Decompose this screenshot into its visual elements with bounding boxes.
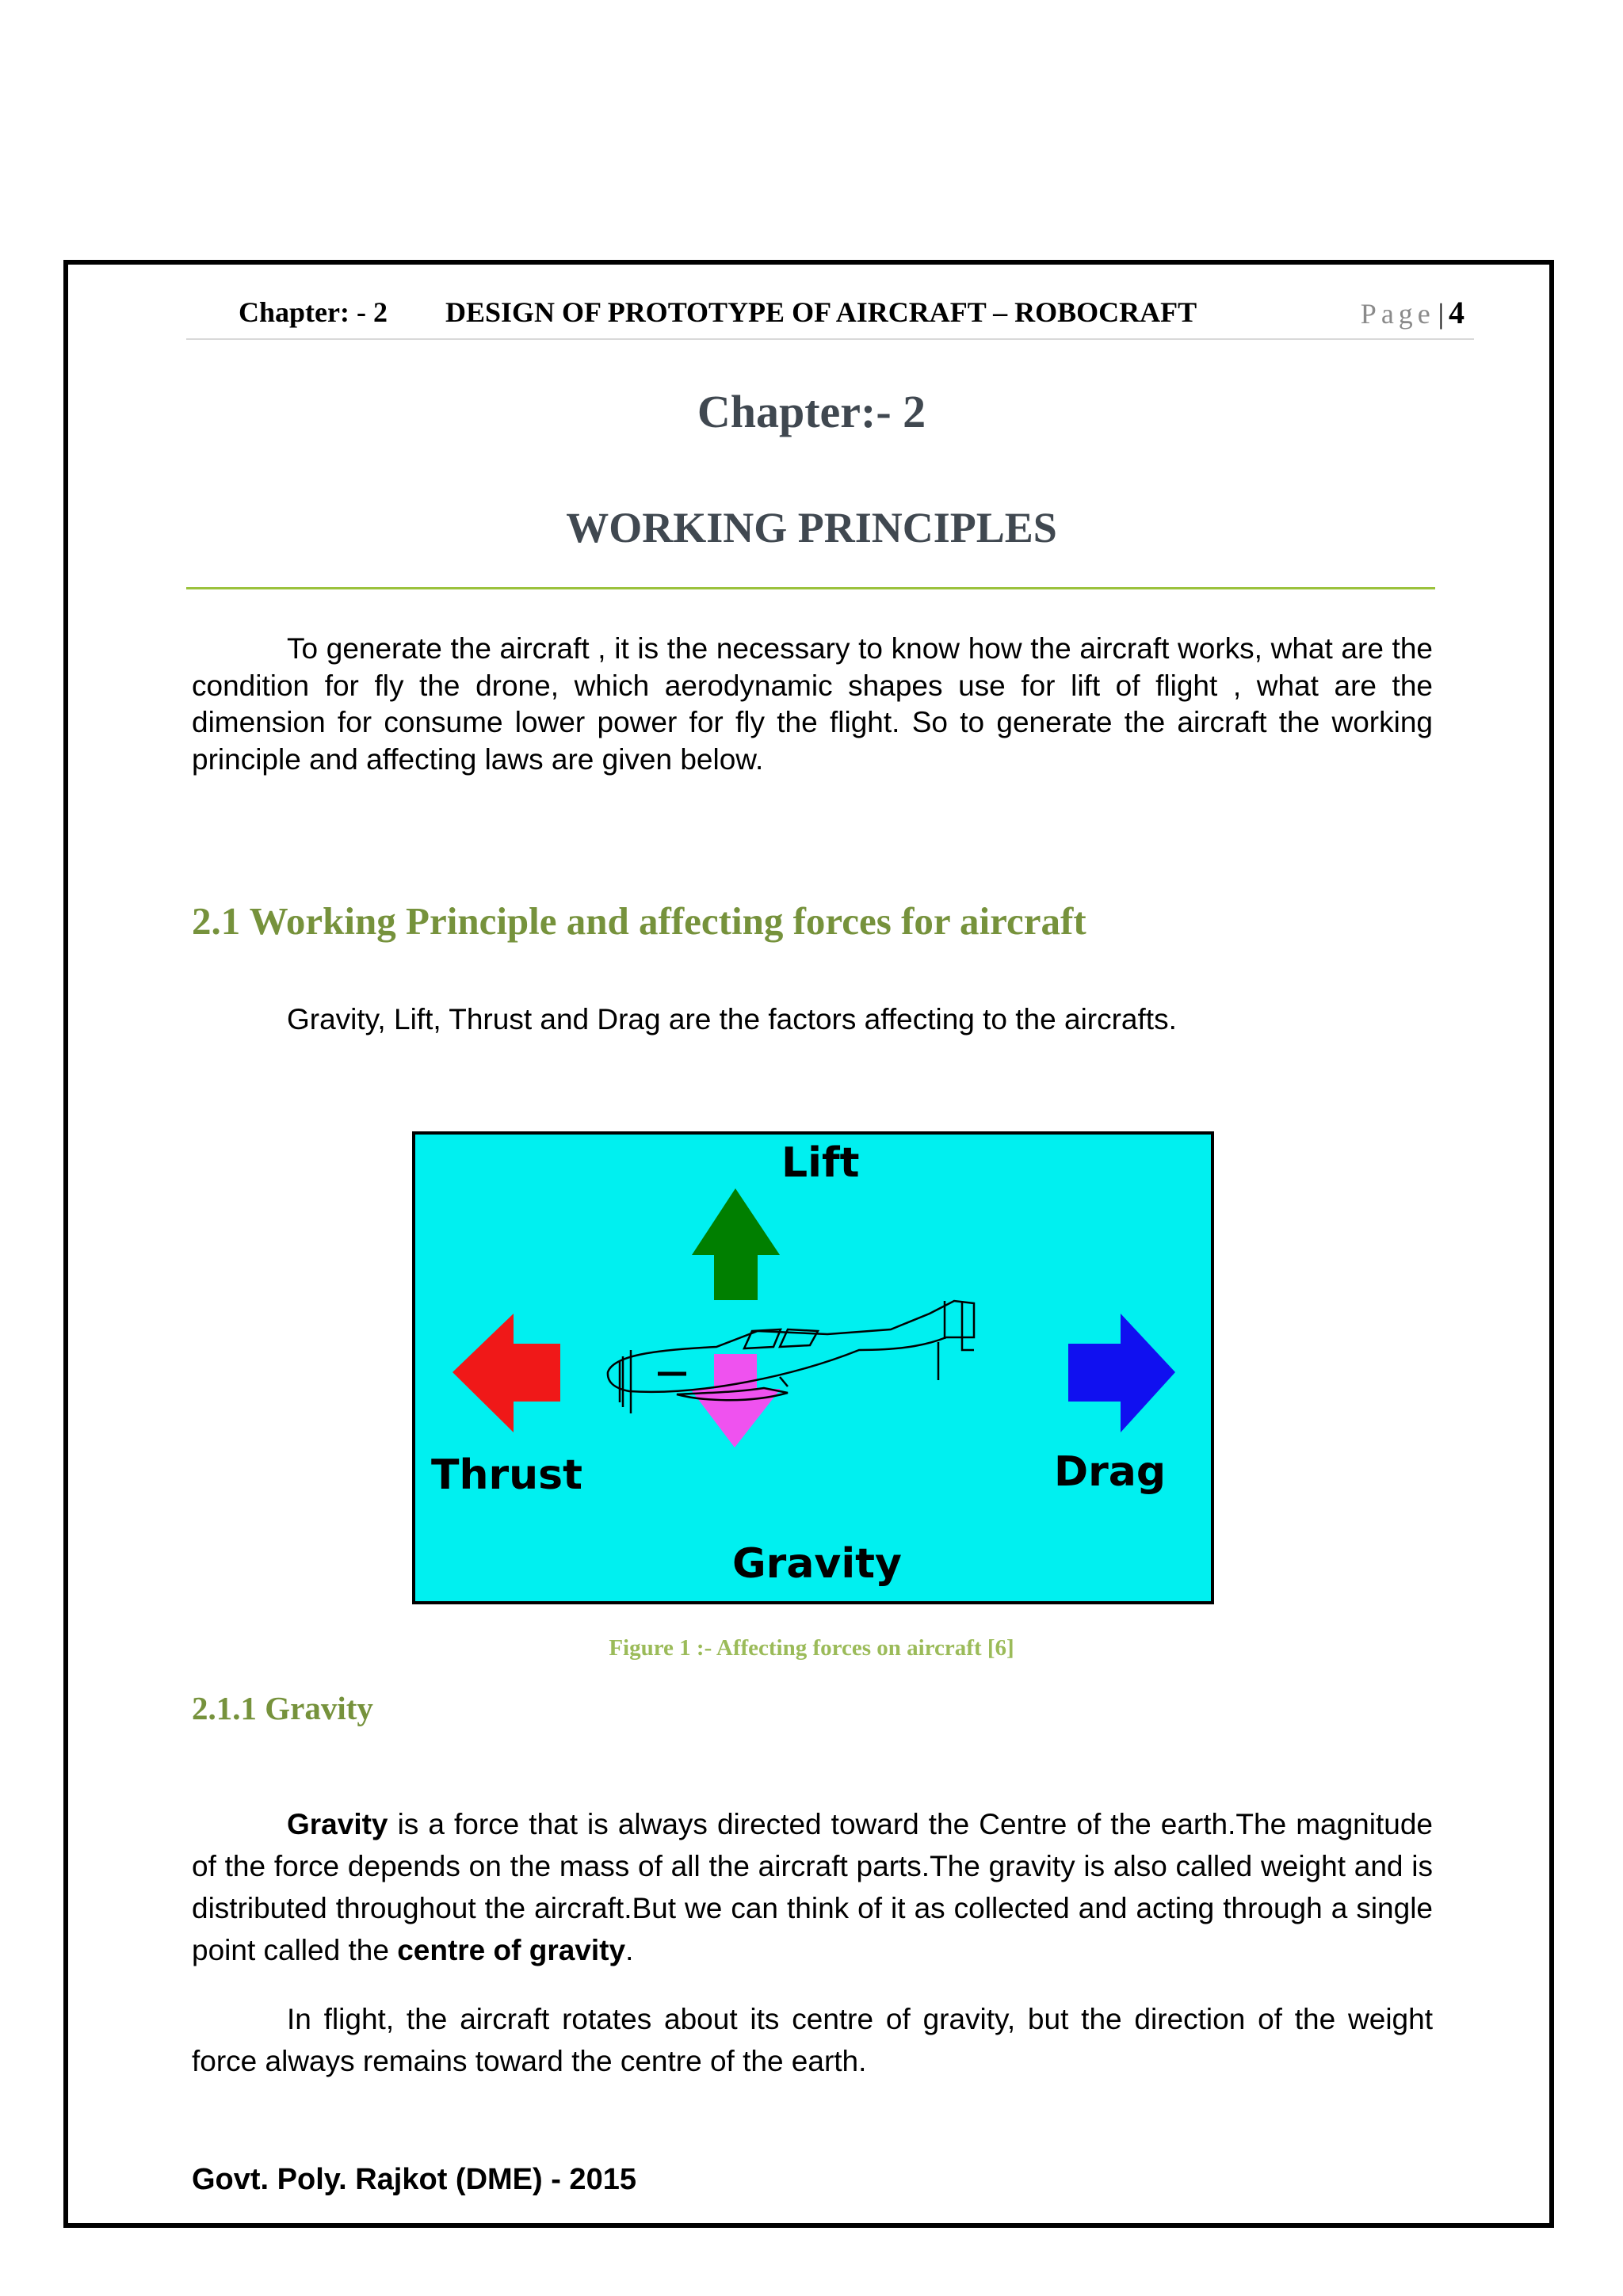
figure-caption: Figure 1 :- Affecting forces on aircraft [6]: [609, 1635, 1014, 1661]
header-page-word: Page: [1360, 298, 1435, 330]
header-page: Page | 4: [1360, 295, 1465, 330]
gravity-paragraph: [192, 1803, 1433, 1971]
centre-of-gravity-term: centre of gravity: [397, 1934, 626, 1966]
airplane-icon: [608, 1301, 974, 1413]
forces-diagram: [415, 1135, 1211, 1601]
flight-paragraph: In flight, the aircraft rotates about its centre of gravity, but the direction of the weight force always remains toward the centre of the earth.: [192, 2003, 1433, 2077]
section-2-1-1-heading: 2.1.1 Gravity: [192, 1690, 373, 1726]
header-chapter: Chapter: - 2: [239, 296, 388, 328]
header-title: DESIGN OF PROTOTYPE OF AIRCRAFT – ROBOCRAFT: [445, 296, 1197, 328]
gravity-text-end: .: [625, 1934, 634, 1966]
chapter-heading: Chapter:- 2: [697, 386, 926, 437]
gravity-text: is a force that is always directed toward the Centre of the earth.The magnitude of the force depends on the mass of all the aircraft parts.The gravity is also called weight and is distributed throughout the aircraft.But we can think of it as collected and acting through a single point called the: [192, 1808, 1433, 1966]
intro-paragraph: To generate the aircraft , it is the necessary to know how the aircraft works, what are the condition for fly the drone, which aerodynamic shapes use for lift of flight , what are the dimension for consume lower power for fly the flight. So to generate the aircraft the working principle and affecting laws are given below.: [192, 632, 1433, 776]
page-footer: Govt. Poly. Rajkot (DME) - 2015: [192, 2163, 636, 2196]
drag-label: Drag: [1054, 1448, 1167, 1496]
running-header: [186, 289, 1474, 340]
section-2-1-paragraph: Gravity, Lift, Thrust and Drag are the factors affecting to the aircrafts.: [287, 1003, 1177, 1035]
chapter-title: WORKING PRINCIPLES: [566, 504, 1057, 551]
lift-arrow-icon: [692, 1188, 780, 1300]
thrust-label: Thrust: [431, 1451, 582, 1499]
drag-arrow-icon: [1068, 1314, 1175, 1432]
gravity-label: Gravity: [732, 1540, 902, 1588]
header-page-number: 4: [1449, 295, 1465, 330]
thrust-arrow-icon: [453, 1314, 560, 1432]
title-divider: [186, 587, 1435, 589]
forces-figure: [412, 1131, 1214, 1604]
section-2-1-heading: 2.1 Working Principle and affecting forces for aircraft: [192, 899, 1086, 943]
gravity-term: Gravity: [287, 1808, 388, 1840]
lift-label: Lift: [781, 1139, 860, 1187]
